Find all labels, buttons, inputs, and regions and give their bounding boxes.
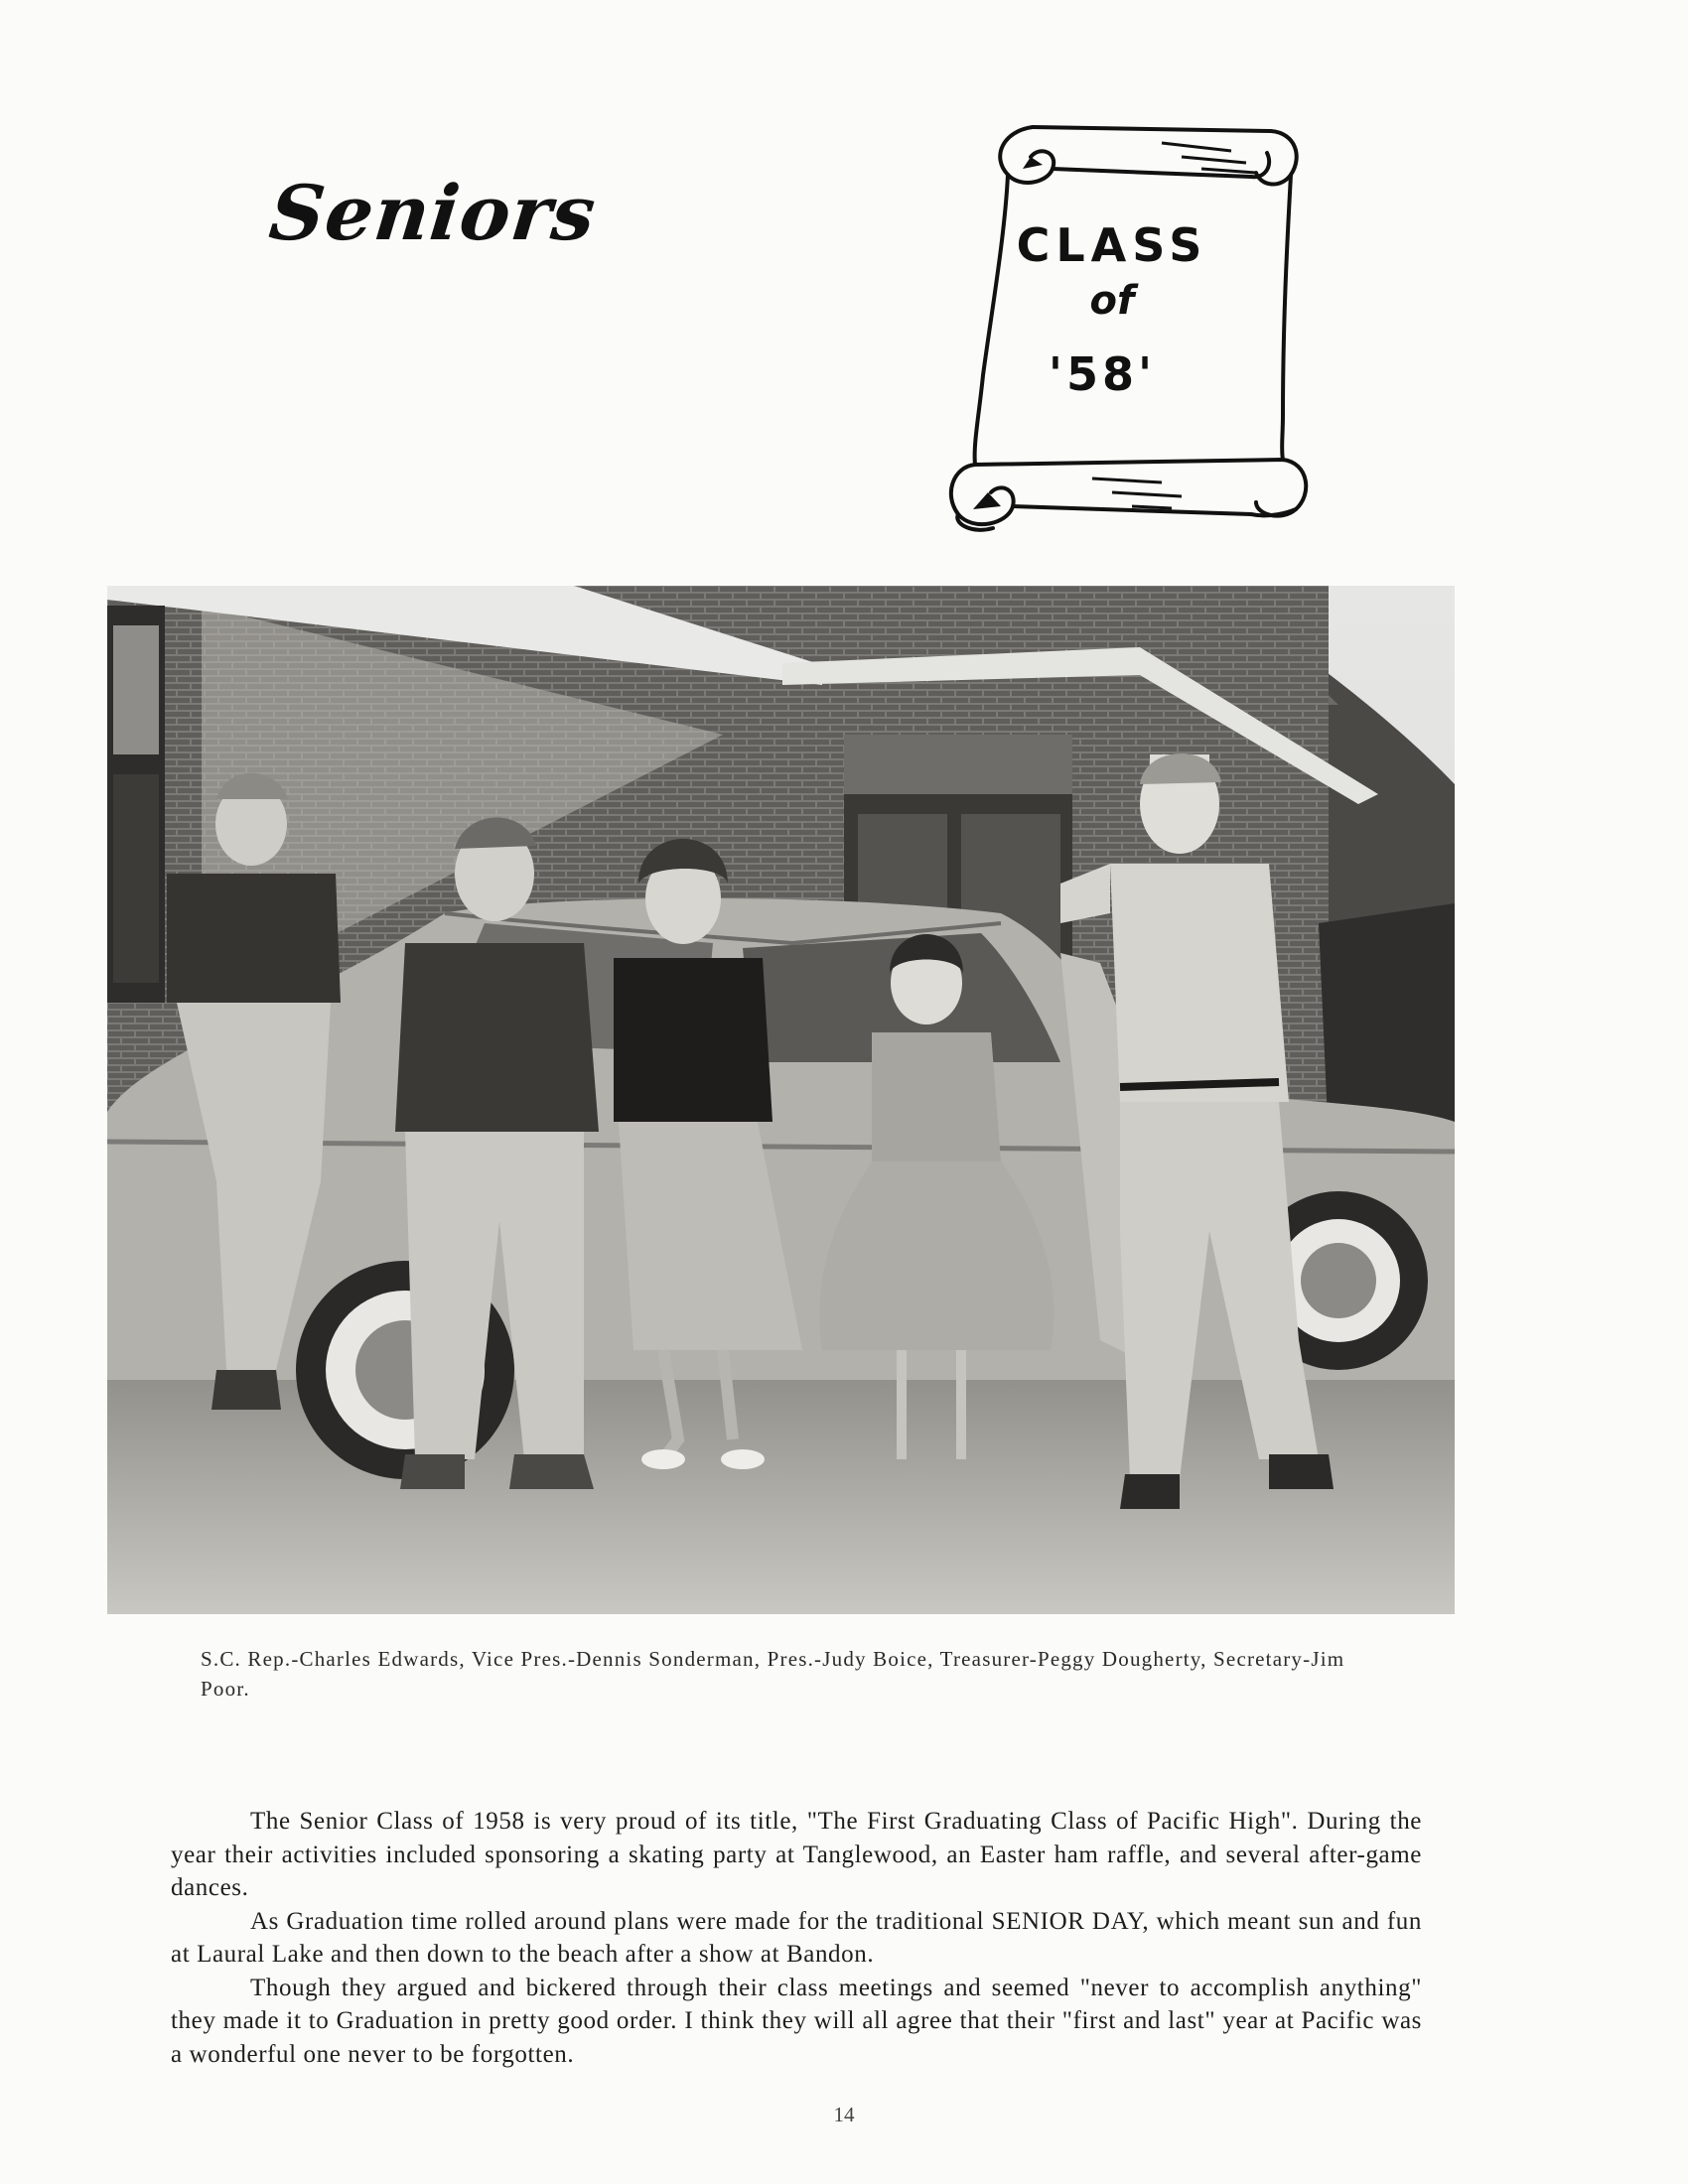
paragraph-3: Though they argued and bickered through their class meetings and seemed "never to accomplish anything" they made it to Graduation in pretty good order. I think they will all agree that their "first and last" year at Pacific was a wonderful one never to be forgotten. — [171, 1974, 1422, 2068]
page-number: 14 — [833, 2103, 855, 2126]
paragraph-1: The Senior Class of 1958 is very proud of its title, "The First Graduating Class of Pacific High". During the year their activities included sponsoring a skating party at Tanglewood, an Easter ham raffle, and several after-game dances. — [171, 1808, 1422, 1901]
scroll-text-of: of — [1089, 278, 1135, 324]
class-scroll-logo — [914, 117, 1316, 534]
scroll-text-year: '58' — [1048, 347, 1157, 401]
photo-caption: S.C. Rep.-Charles Edwards, Vice Pres.-Dennis Sonderman, Pres.-Judy Boice, Treasurer-Peggy Dougherty, Secretary-Jim Poor. — [201, 1647, 1345, 1701]
group-photo — [107, 586, 1455, 1614]
page-heading: Seniors — [265, 169, 601, 257]
scroll-text-class: CLASS — [1016, 218, 1208, 272]
paragraph-2: As Graduation time rolled around plans were made for the traditional SENIOR DAY, which meant sun and fun at Laural Lake and then down to the beach after a show at Bandon. — [171, 1907, 1422, 1968]
article-body — [171, 1805, 1422, 2071]
